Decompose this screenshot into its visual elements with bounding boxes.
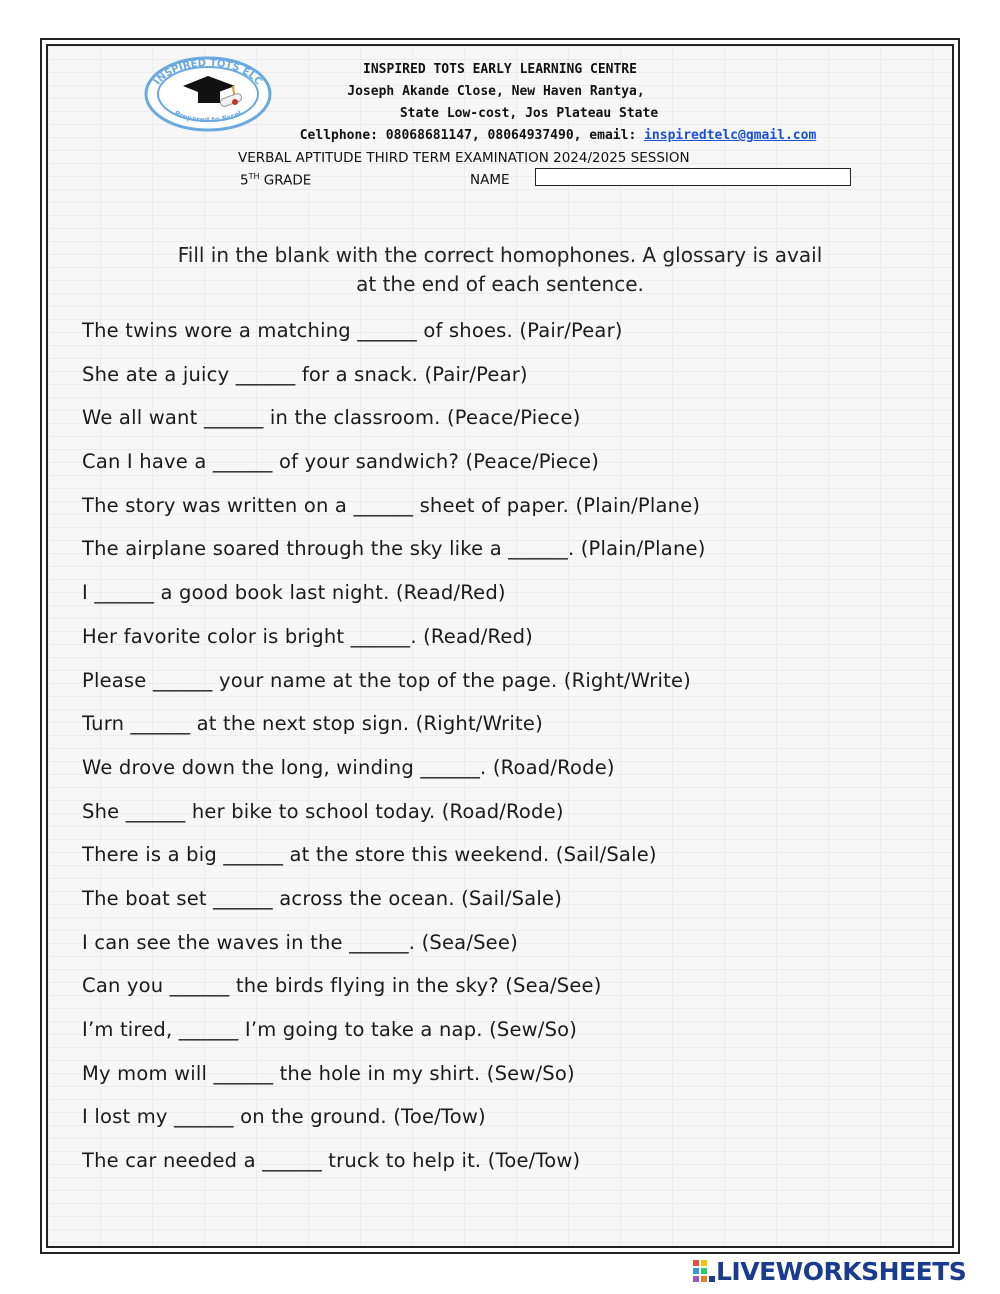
exam-title: VERBAL APTITUDE THIRD TERM EXAMINATION 2024/2025 SESSION — [238, 150, 690, 166]
question-4: Can I have a ______ of your sandwich? (Peace/Piece) — [82, 450, 600, 474]
grade-label — [240, 172, 311, 189]
question-5: The story was written on a ______ sheet of paper. (Plain/Plane) — [82, 493, 701, 517]
question-19: I lost my ______ on the ground. (Toe/Tow) — [82, 1105, 486, 1129]
instructions-line2: at the end of each sentence. — [356, 272, 644, 296]
question-1: The twins wore a matching ______ of shoes. (Pair/Pear) — [82, 319, 623, 342]
question-list — [82, 313, 706, 1187]
school-name: INSPIRED TOTS EARLY LEARNING CENTRE — [363, 62, 637, 77]
question-9: Please ______ your name at the top of the page. (Right/Write) — [82, 668, 691, 692]
question-20: The car needed a ______ truck to help it. (Toe/Tow) — [82, 1149, 581, 1173]
question-13: There is a big ______ at the store this weekend. (Sail/Sale) — [82, 843, 657, 867]
question-15: I can see the waves in the ______. (Sea/See) — [82, 930, 518, 954]
liveworksheets-logo-icon — [692, 1259, 716, 1283]
question-2: She ate a juicy ______ for a snack. (Pair/Pear) — [82, 362, 528, 386]
name-label: NAME — [470, 172, 510, 188]
question-11: We drove down the long, winding ______. (Road/Rode) — [82, 755, 615, 779]
question-18: My mom will ______ the hole in my shirt. (Sew/So) — [82, 1061, 575, 1085]
question-16: Can you ______ the birds flying in the sky? (Sea/See) — [82, 974, 602, 998]
question-8: Her favorite color is bright ______. (Read/Red) — [82, 624, 533, 648]
grade-suffix: TH — [248, 172, 260, 181]
grade-word: GRADE — [263, 172, 312, 189]
logo-text-bottom: Prepared to Excel — [173, 109, 243, 125]
instructions-line1: Fill in the blank with the correct homophones. A glossary is avail — [177, 243, 823, 267]
name-input[interactable] — [535, 168, 851, 186]
grade-number: 5 — [240, 172, 249, 189]
school-contact — [58, 128, 1000, 143]
logo-text-top: INSPIRED TOTS ELC — [152, 57, 264, 88]
question-3: We all want ______ in the classroom. (Peace/Piece) — [82, 406, 581, 430]
liveworksheets-brand — [692, 1257, 966, 1285]
question-17: I’m tired, ______ I’m going to take a nap. (Sew/So) — [82, 1018, 578, 1041]
question-6: The airplane soared through the sky like a ______. (Plain/Plane) — [82, 537, 706, 561]
school-address-line2: State Low-cost, Jos Plateau State — [399, 106, 659, 121]
question-7: I ______ a good book last night. (Read/Red) — [82, 581, 506, 605]
contact-info: Cellphone: 08068681147, 08064937490, email: — [299, 128, 637, 143]
question-12: She ______ her bike to school today. (Road/Rode) — [82, 799, 564, 823]
question-10: Turn ______ at the next stop sign. (Right/Write) — [82, 712, 543, 736]
question-14: The boat set ______ across the ocean. (Sail/Sale) — [82, 886, 563, 910]
liveworksheets-wordmark: LIVEWORKSHEETS — [716, 1256, 967, 1286]
email-link[interactable]: inspiredtelc@gmail.com — [644, 128, 817, 143]
school-address-line1: Joseph Akande Close, New Haven Rantya, — [347, 84, 645, 99]
